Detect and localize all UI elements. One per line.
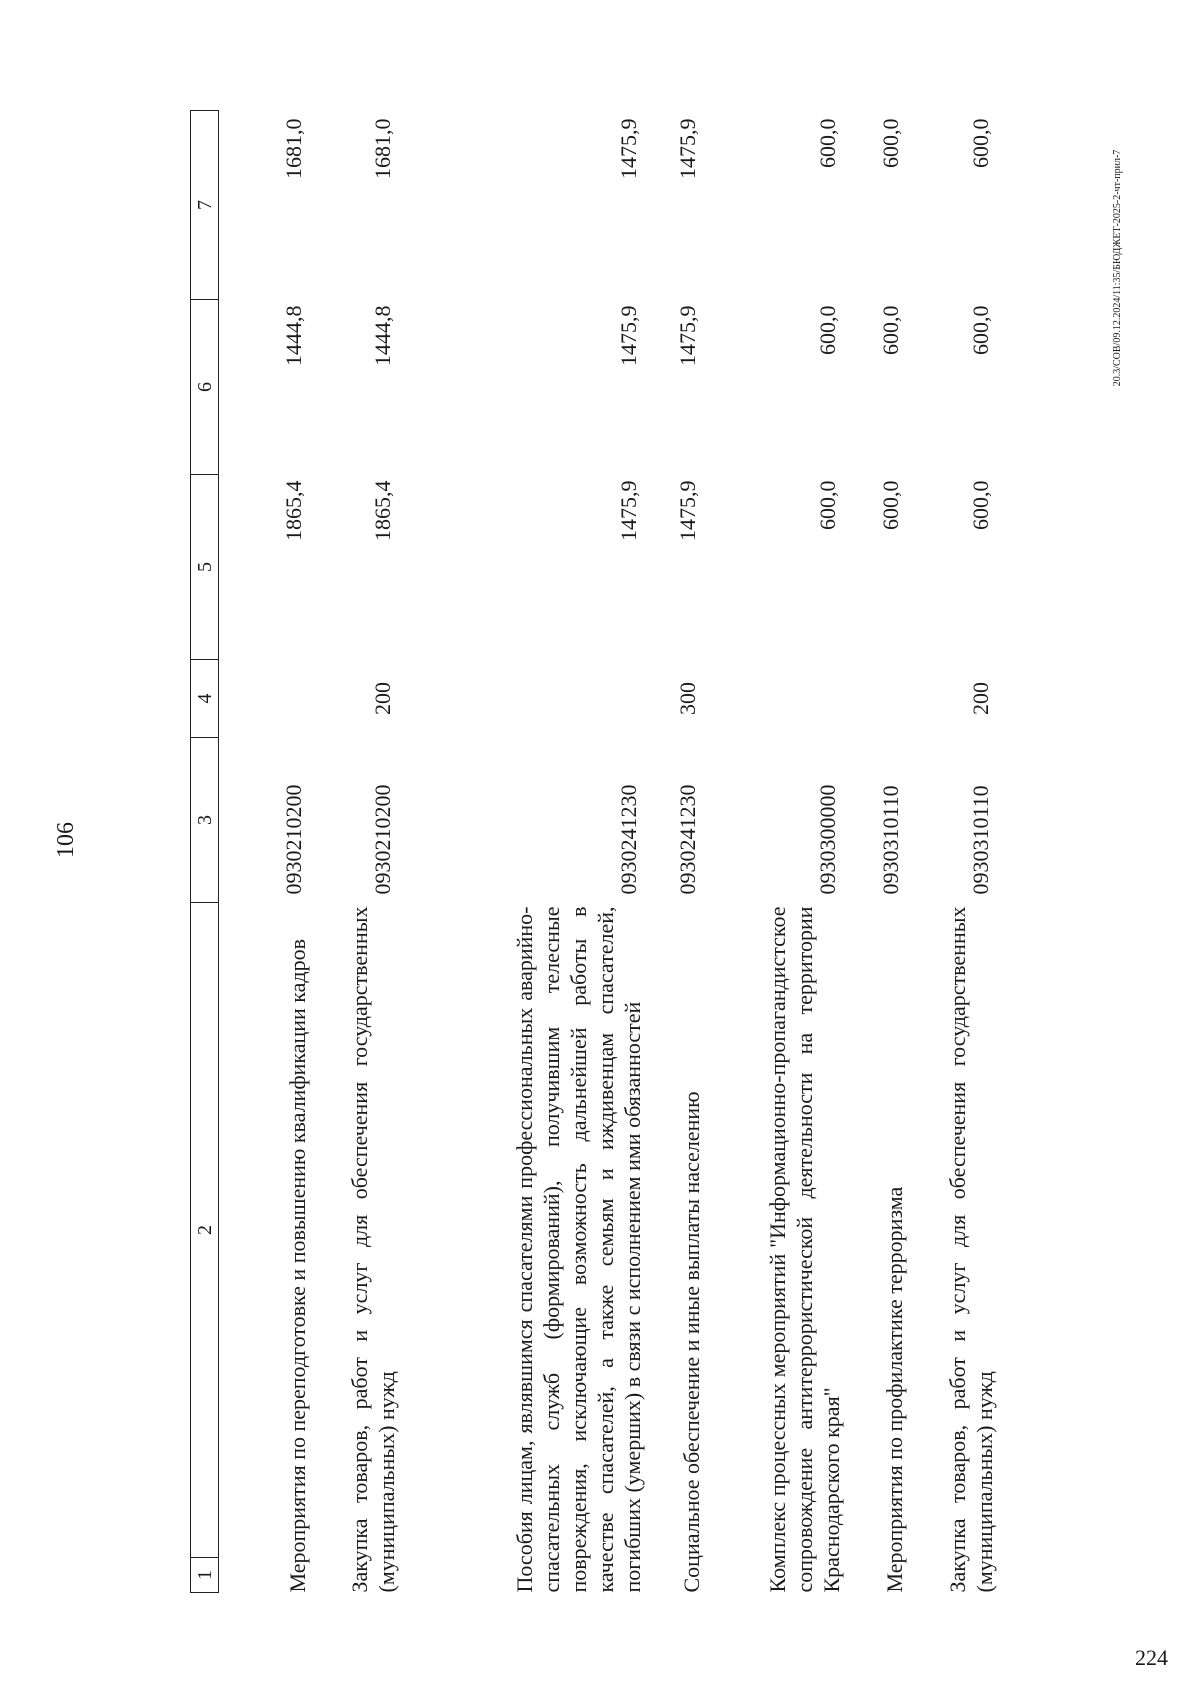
row-value-col7: 600,0	[967, 118, 993, 168]
header-cell: 6	[191, 300, 219, 475]
row-expense-type	[219, 660, 311, 738]
row-value-col5: 1865,4	[369, 480, 395, 541]
row-value-col5: 600,0	[877, 480, 903, 530]
row-value-col6: 1475,9	[674, 305, 700, 366]
table-row	[646, 111, 705, 1593]
table-row	[311, 111, 400, 1593]
header-cell: 2	[191, 903, 219, 1558]
row-description: Социальное обеспечение и иные выплаты населению	[678, 1091, 704, 1593]
row-value-col7: 1681,0	[280, 118, 306, 179]
rotated-table-container	[190, 111, 1090, 1593]
row-value-col5: 600,0	[814, 480, 840, 530]
row-expense-type: 200	[369, 682, 395, 715]
row-value-col7: 600,0	[877, 118, 903, 168]
table-row	[219, 111, 311, 1593]
table-row	[400, 111, 646, 1593]
row-value-col6: 600,0	[814, 305, 840, 355]
row-code: 0930210200	[280, 784, 306, 895]
row-code: 0930210200	[369, 784, 395, 895]
row-description: Закупка товаров, работ и услуг для обеспечения государственных (муниципальных) нужд	[944, 906, 997, 1593]
row-description: Пособия лицам, являвшимся спасателями профессиональных аварийно-спасательных служб (формирований), получившим телесные повреждения, исключающие возможность дальнейшей работы в качестве спасателей, а также семьям и иждивенцам спасателей, погибших (умерших) в связи с исполнением ими обязанностей	[511, 906, 645, 1593]
row-expense-type	[400, 660, 646, 738]
row-expense-type	[705, 660, 845, 738]
page-number: 106	[53, 822, 79, 858]
row-description: Мероприятия по переподготовке и повышению квалификации кадров	[284, 939, 310, 1593]
row-value-col5: 1475,9	[674, 480, 700, 541]
row-description: Мероприятия по профилактике терроризма	[881, 1186, 907, 1593]
row-code: 0930241230	[674, 784, 700, 895]
row-value-col5: 600,0	[967, 480, 993, 530]
row-value-col5: 1475,9	[615, 480, 641, 541]
header-cell: 4	[191, 660, 219, 738]
row-value-col7: 1681,0	[369, 118, 395, 179]
row-value-col6: 1444,8	[280, 305, 306, 366]
table-row	[908, 111, 998, 1593]
row-expense-type	[845, 660, 908, 738]
row-value-col7: 1475,9	[615, 118, 641, 179]
row-value-col7: 600,0	[814, 118, 840, 168]
table-row	[705, 111, 845, 1593]
row-value-col7: 1475,9	[674, 118, 700, 179]
row-code: 0930300000	[814, 784, 840, 895]
row-description: Комплекс процессных мероприятий "Информационно-пропагандистское сопровождение антитеррористической деятельности на территории Краснодарского края"	[764, 906, 844, 1593]
row-expense-type: 200	[967, 682, 993, 715]
header-cell: 5	[191, 475, 219, 660]
header-cell: 3	[191, 738, 219, 903]
budget-table	[190, 110, 998, 1593]
row-expense-type: 300	[674, 682, 700, 715]
table-row	[845, 111, 908, 1593]
table-header-row	[191, 111, 219, 1593]
row-code: 0930310110	[967, 785, 993, 895]
row-value-col6: 600,0	[877, 305, 903, 355]
header-cell: 1	[191, 1558, 219, 1593]
row-value-col6: 600,0	[967, 305, 993, 355]
row-value-col6: 1444,8	[369, 305, 395, 366]
header-cell: 7	[191, 111, 219, 300]
row-code: 0930310110	[877, 785, 903, 895]
document-footer-code: 20.3/СОВ/09.12.2024/11:35/БЮДЖЕТ-2025-2-чт-прил-7	[1112, 149, 1123, 387]
row-value-col5: 1865,4	[280, 480, 306, 541]
row-description: Закупка товаров, работ и услуг для обеспечения государственных (муниципальных) нужд	[346, 906, 399, 1593]
row-value-col6: 1475,9	[615, 305, 641, 366]
sheet-number: 224	[1135, 1645, 1168, 1670]
row-code: 0930241230	[615, 784, 641, 895]
